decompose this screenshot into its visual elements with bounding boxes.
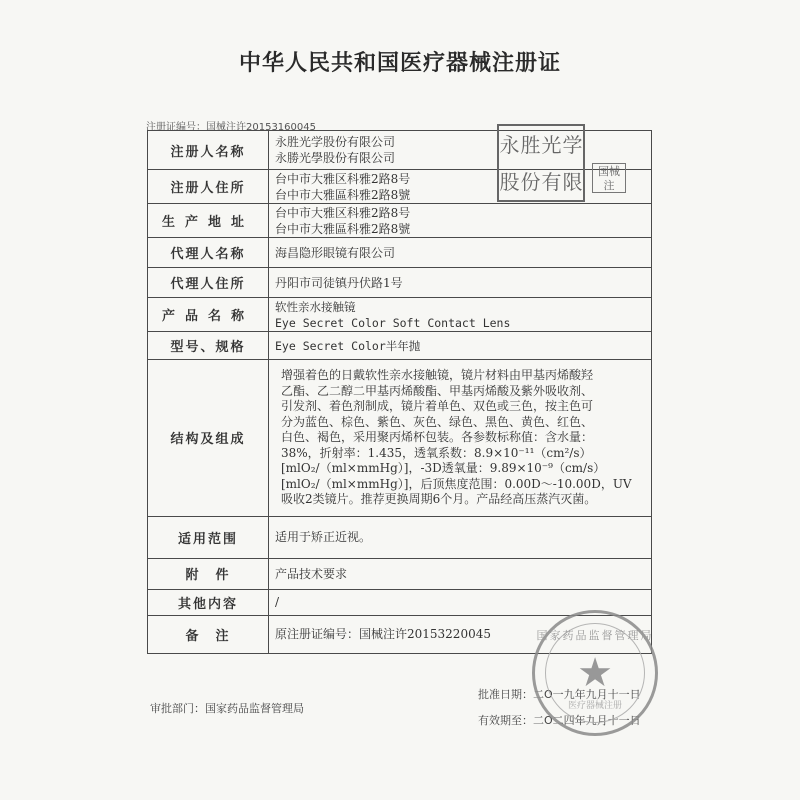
row-label: 备 注: [148, 615, 269, 653]
value-line: Eye Secret Color半年抛: [275, 338, 421, 353]
value-line: 白色、褐色，采用聚丙烯杯包装。各参数标称值：含水量：: [281, 430, 594, 444]
row-label: 产品名称: [148, 298, 269, 332]
row-label: 注册人住所: [148, 170, 269, 204]
table-row: [148, 204, 652, 238]
table-row: [148, 589, 652, 615]
row-value: [269, 332, 652, 360]
official-round-seal: [532, 610, 658, 736]
value-line: 台中市大雅區科雅2路8號: [275, 187, 411, 202]
value-line: 乙酯、乙二醇二甲基丙烯酸酯、甲基丙烯酸及紫外吸收剂、: [281, 383, 594, 398]
value-line: 产品技术要求: [275, 566, 348, 581]
value-line: 海昌隐形眼镜有限公司: [275, 245, 396, 260]
row-value: [269, 558, 652, 589]
value-line: 丹阳市司徒镇丹伏路1号: [275, 275, 403, 290]
row-label: 适用范围: [148, 516, 269, 558]
seal-glyph: 有: [541, 169, 562, 194]
valid-until: 有效期至：二O二四年九月十一日: [478, 714, 641, 727]
value-line: 引发剂、着色剂制成，镜片着单色、双色或三色，按主色可: [281, 399, 594, 413]
seal-glyph: 股: [499, 169, 520, 194]
row-label: 注册人名称: [148, 131, 269, 170]
seal-glyph: 胜: [520, 132, 541, 157]
value-line: [mlO₂/（ml×mmHg）]，后顶焦度范围：0.00D～-10.00D，UV: [281, 476, 632, 491]
company-seal: [497, 124, 585, 202]
table-row: [148, 360, 652, 517]
row-label: 结构及组成: [148, 360, 269, 517]
table-row: [148, 332, 652, 360]
value-line: 分为蓝色、棕色、紫色、灰色、绿色、黑色、黄色、红色、: [281, 414, 594, 429]
value-line: 台中市大雅區科雅2路8號: [275, 221, 411, 236]
seal-glyph: 光: [541, 132, 562, 157]
star-icon: ★: [577, 650, 613, 696]
seal-glyph: 永: [499, 132, 520, 157]
value-line: 适用于矫正近视。: [275, 530, 372, 544]
row-value: [269, 516, 652, 558]
value-line: 原注册证编号：国械注许20153220045: [275, 627, 491, 641]
row-label: 生产地址: [148, 204, 269, 238]
row-label: 代理人住所: [148, 268, 269, 298]
small-seal: 国械注: [592, 163, 626, 193]
row-label: 型号、规格: [148, 332, 269, 360]
value-line: 增强着色的日戴软性亲水接触镜，镜片材料由甲基丙烯酸羟: [281, 368, 594, 382]
row-value: [269, 238, 652, 268]
value-line: 台中市大雅区科雅2路8号: [275, 205, 411, 220]
table-row: [148, 558, 652, 589]
certificate-table: [147, 130, 652, 654]
value-line: [mlO₂/（ml×mmHg）]，-3D透氧量：9.89×10⁻⁹（cm/s）: [281, 461, 606, 475]
value-line: 永胜光学股份有限公司: [275, 135, 396, 149]
value-line: Eye Secret Color Soft Contact Lens: [275, 315, 511, 330]
row-value: [269, 204, 652, 238]
table-row: [148, 298, 652, 332]
document-title: 中华人民共和国医疗器械注册证: [238, 51, 561, 76]
value-line: 软性亲水接触镜: [275, 299, 356, 314]
seal-glyph: 学: [562, 132, 583, 157]
table-row: [148, 516, 652, 558]
seal-arc-text: 国家药品监督管理局: [536, 629, 654, 642]
seal-sub-text: 医疗器械注册: [567, 701, 622, 711]
table-row: [148, 268, 652, 298]
value-line: 永勝光學股份有限公司: [275, 151, 396, 165]
row-value: [269, 298, 652, 332]
value-line: 38%，折射率：1.435，透氧系数：8.9×10⁻¹¹（cm²/s）: [281, 445, 592, 460]
value-line: 吸收2类镜片。推荐更换周期6个月。产品经高压蒸汽灭菌。: [281, 492, 597, 506]
registration-number-header: 注册证编号：国械注许20153160045: [146, 122, 316, 133]
row-value: [269, 268, 652, 298]
row-label: 附 件: [148, 558, 269, 589]
seal-glyph: 限: [562, 169, 583, 194]
row-value: [269, 360, 652, 517]
row-label: 代理人名称: [148, 238, 269, 268]
row-label: 其他内容: [148, 589, 269, 615]
seal-glyph: 份: [520, 169, 541, 194]
approval-date: 批准日期：二O一九年九月十一日: [478, 688, 641, 701]
value-line: /: [275, 595, 280, 609]
table-row: [148, 238, 652, 268]
value-line: 台中市大雅区科雅2路8号: [275, 171, 411, 186]
approval-department: 审批部门：国家药品监督管理局: [150, 702, 304, 715]
